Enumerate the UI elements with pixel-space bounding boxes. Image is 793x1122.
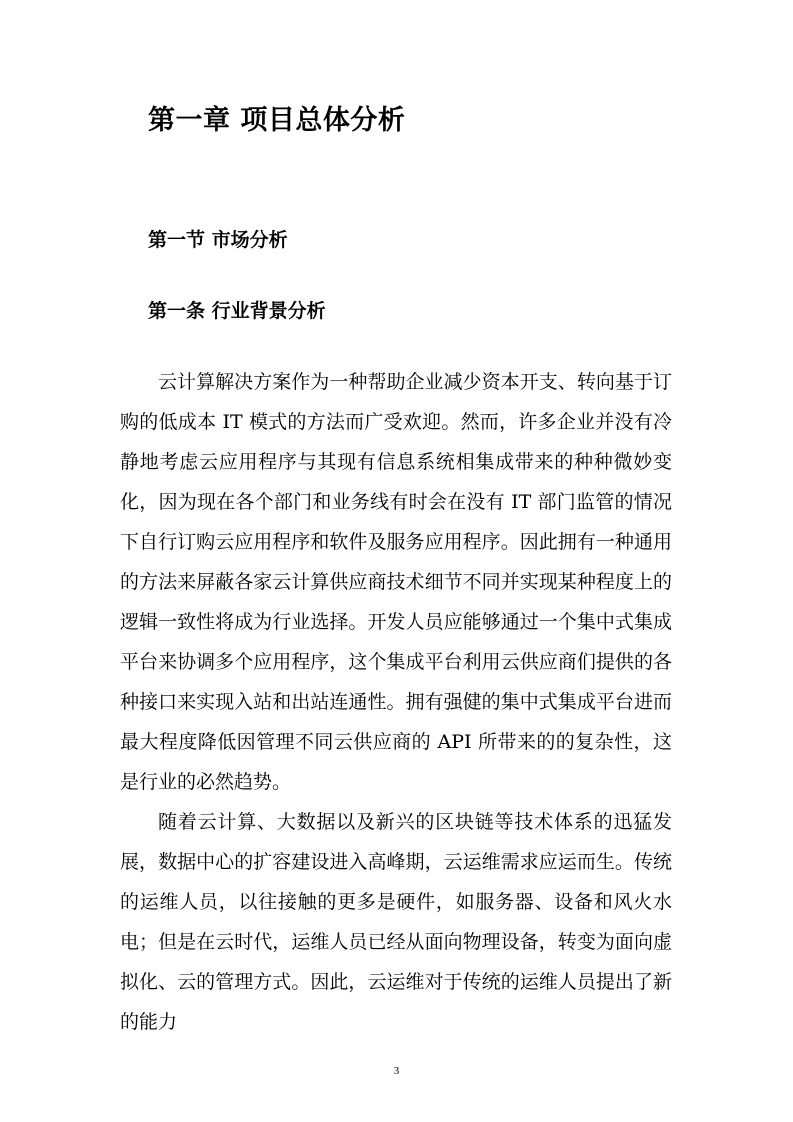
body-text <box>120 362 672 1042</box>
paragraph-1: 云计算解决方案作为一种帮助企业减少资本开支、转向基于订购的低成本 IT 模式的方法而广受欢迎。然而，许多企业并没有冷静地考虑云应用程序与其现有信息系统相集成带来的种种微妙变化，因为现在各个部门和业务线有时会在没有 IT 部门监管的情况下自行订购云应用程序和软件及服务应用程序。因此拥有一种通用的方法来屏蔽各家云计算供应商技术细节不同并实现某种程度上的逻辑一致性将成为行业选择。开发人员应能够通过一个集中式集成平台来协调多个应用程序，这个集成平台利用云供应商们提供的各种接口来实现入站和出站连通性。拥有强健的集中式集成平台进而最大程度降低因管理不同云供应商的 API 所带来的的复杂性，这是行业的必然趋势。 <box>120 371 672 793</box>
paragraph-2: 随着云计算、大数据以及新兴的区块链等技术体系的迅猛发展，数据中心的扩容建设进入高峰期，云运维需求应运而生。传统的运维人员，以往接触的更多是硬件，如服务器、设备和风火水电；但是在云时代，运维人员已经从面向物理设备，转变为面向虚拟化、云的管理方式。因此，云运维对于传统的运维人员提出了新的能力 <box>120 811 672 1033</box>
chapter-title: 第一章 项目总体分析 <box>148 105 406 136</box>
page-number: 3 <box>393 1065 400 1077</box>
section-title: 第一节 市场分析 <box>148 229 288 251</box>
article-title: 第一条 行业背景分析 <box>148 300 326 322</box>
